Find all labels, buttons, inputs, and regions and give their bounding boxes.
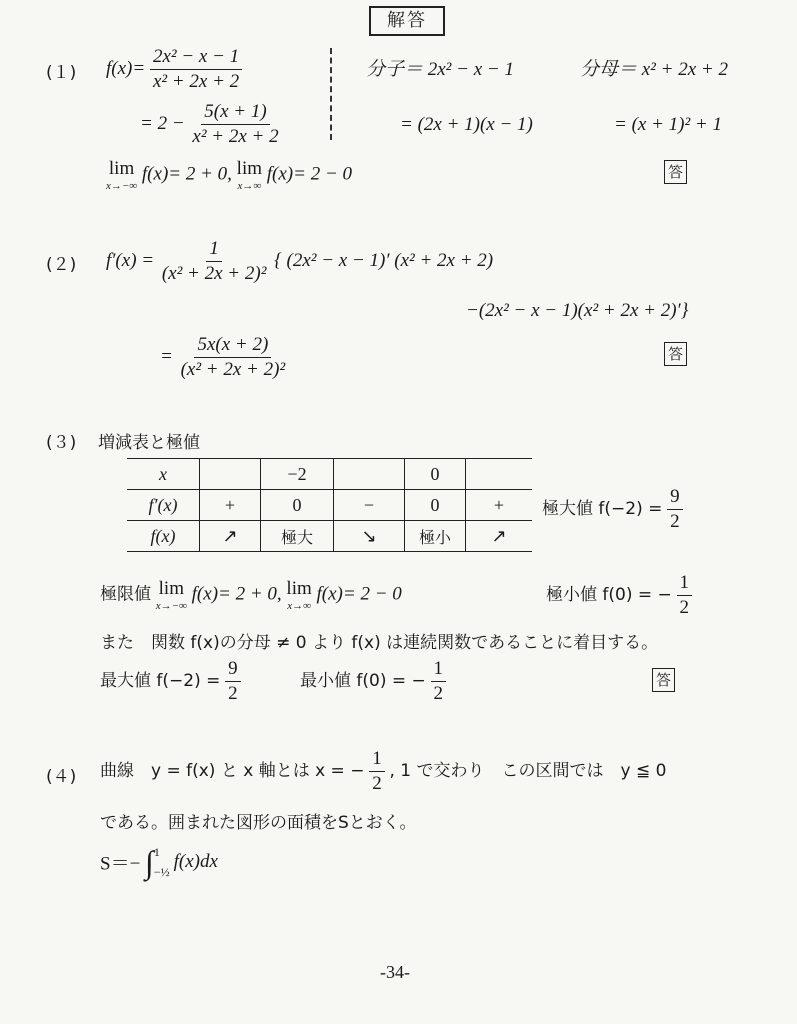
denominator: x² + 2x + 2 [192,126,279,147]
global-min [300,658,446,705]
numerator-note-1: 分子＝ 2x² − x − 1 [366,59,514,80]
problem-1-line2 [140,101,282,148]
derivative-lhs: f′(x) = [106,249,155,271]
problem-2-label: (２) [46,255,77,275]
local-min [546,572,692,619]
limit-2 [237,158,262,192]
limit-2-value: f(x)= 2 − 0 [266,163,353,185]
numerator: 2x² − x − 1 [150,46,242,70]
f-lhs: f(x)= [106,57,146,79]
table-cell: f′(x) [127,490,200,521]
lim-subscript: x→−∞ [155,600,187,612]
lim-subscript: x→−∞ [106,180,138,192]
fraction-half [369,748,385,795]
global-min-label: 最小値 f(0) = − [300,670,426,691]
lim-subscript: x→∞ [287,600,311,612]
fraction-2 [189,101,281,148]
fraction-global-max [225,658,241,705]
page-number: -34- [380,962,410,982]
global-max [100,658,241,705]
brace-term-2: −(2x² − x − 1)(x² + 2x + 2)′} [466,300,689,321]
table-cell: −2 [261,459,334,490]
fraction-local-min [677,572,693,619]
numerator: 5(x + 1) [201,101,269,125]
table-cell [466,459,533,490]
problem-4-line1 [100,748,666,795]
integral-limits [154,842,170,882]
table-cell: − [334,490,405,521]
denominator: 2 [433,683,444,704]
numerator: 1 [206,238,222,262]
numerator: 1 [369,748,385,772]
denominator: (x² + 2x + 2)² [180,359,286,380]
table-cell [334,459,405,490]
numerator: 5x(x + 2) [194,334,271,358]
upper-limit: 1 [153,845,160,859]
area-integral [100,842,218,882]
denominator: 2 [228,683,238,704]
answer-mark: 答 [652,668,675,692]
integral-sign: ∫ [145,844,154,880]
table-row-derivative [127,490,532,521]
problem-1-limits [106,158,352,192]
problem-4-line2: である。囲まれた図形の面積をSとおく。 [100,813,417,833]
limit-1-value: f(x)= 2 + 0, [191,583,282,605]
fraction-result [178,334,289,381]
denominator-note-2: = (x + 1)² + 1 [614,114,722,135]
denominator: x² + 2x + 2 [152,71,240,92]
line1-part-b: , 1 で交わり この区間では y ≦ 0 [389,760,667,781]
problem-2-line1 [106,238,493,285]
table-cell: 0 [405,490,466,521]
table-cell: ↗ [466,521,533,552]
limit-1 [106,158,137,192]
limit-2-value: f(x)= 2 − 0 [316,583,402,605]
answer-mark: 答 [664,160,687,184]
numerator: 1 [677,572,693,596]
table-row-x [127,459,532,490]
numerator: 1 [431,658,447,682]
fraction-global-min [431,658,447,705]
table-cell: 0 [405,459,466,490]
table-cell: x [127,459,200,490]
numerator: 9 [225,658,241,682]
denominator: 2 [670,511,680,532]
eq-prefix: = 2 − [140,112,185,134]
brace-term-1: { (2x² − x − 1)′ (x² + 2x + 2) [274,249,494,271]
table-cell: ↗ [200,521,261,552]
local-min-label: 極小値 f(0) = − [546,584,672,605]
denominator: 2 [679,597,690,618]
denominator-note-1: 分母＝ x² + 2x + 2 [580,59,728,80]
local-max [542,486,683,533]
continuity-note: また 関数 f(x)の分母 ≠ 0 より f(x) は連続関数であることに着目する。 [100,633,659,653]
table-cell: + [200,490,261,521]
table-cell [200,459,261,490]
integrand: f(x)dx [173,851,218,872]
variation-table [127,458,532,552]
lim-subscript: x→∞ [237,180,262,192]
table-cell: 0 [261,490,334,521]
table-cell: f(x) [127,521,200,552]
page-title: 解答 [369,6,445,36]
limit-values [100,578,402,612]
integral-group [145,842,218,882]
local-max-label: 極大値 f(−2) = [542,498,663,519]
table-cell: 極大 [261,521,334,552]
eq-prefix: = [160,345,173,367]
limit-1-value: f(x)= 2 + 0, [141,163,232,185]
limit-label: 極限値 [100,584,151,605]
lim-word: lim [236,158,263,179]
lim-word: lim [158,578,184,599]
fraction-derivative [159,238,270,285]
problem-4-label: (４) [46,767,77,787]
fraction-1 [150,46,242,93]
divider-dashed [330,48,332,140]
lim-word: lim [108,158,135,179]
lim-word: lim [286,578,312,599]
problem-1-line1 [106,46,242,93]
problem-1-label: (１) [46,63,77,83]
limit-1 [156,578,187,612]
global-max-label: 最大値 f(−2) = [100,670,221,691]
problem-3-label: (３) [46,433,77,453]
line1-part-a: 曲線 y = f(x) と x 軸とは x = − [100,760,365,781]
numerator-note-2: = (2x + 1)(x − 1) [400,114,533,135]
table-cell: 極小 [405,521,466,552]
denominator: (x² + 2x + 2)² [161,263,267,284]
table-cell: ↘ [334,521,405,552]
lower-limit: −½ [153,865,170,879]
area-prefix: S＝− [100,853,141,875]
denominator: 2 [372,773,382,794]
problem-2-line3 [160,334,288,381]
table-cell: + [466,490,533,521]
limit-2 [286,578,311,612]
fraction-local-max [667,486,683,533]
problem-3-heading: 増減表と極値 [98,433,200,453]
answer-mark: 答 [664,342,687,366]
numerator: 9 [667,486,683,510]
table-row-function [127,521,532,552]
